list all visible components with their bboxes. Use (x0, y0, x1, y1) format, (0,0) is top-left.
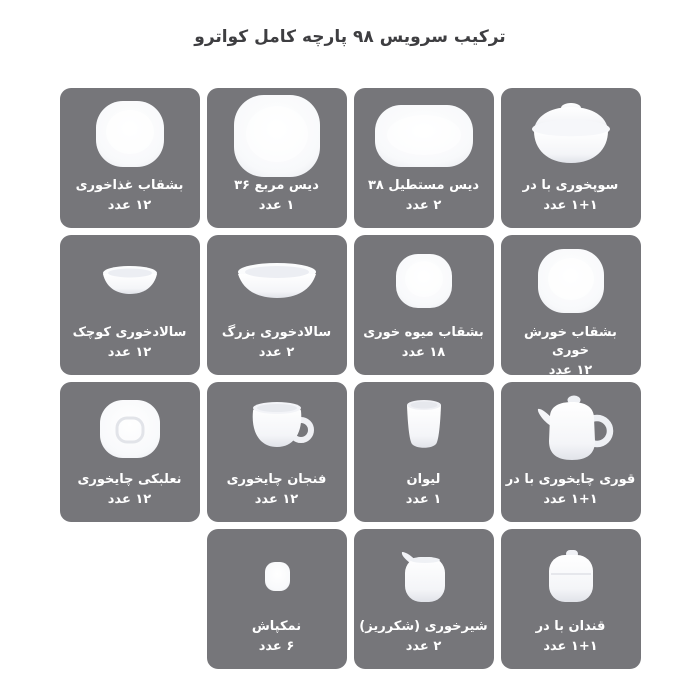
salt-shaker-icon (207, 536, 347, 618)
item-card-dinner-plate (60, 88, 200, 228)
teapot-icon (501, 389, 641, 471)
item-name: نعلبکی چایخوری (77, 472, 182, 487)
item-count: ۱+۱ عدد (543, 639, 598, 654)
item-card-teapot (501, 382, 641, 522)
soup-tureen-icon (501, 95, 641, 177)
item-card-small-salad-bowl (60, 235, 200, 375)
item-grid (60, 88, 641, 669)
item-name: دیس مربع ۳۶ (234, 178, 319, 193)
item-name: سالادخوری بزرگ (221, 325, 332, 340)
item-name: بشقاب میوه خوری (363, 325, 484, 340)
item-card-soup-tureen (501, 88, 641, 228)
item-name: فنجان چایخوری (226, 472, 327, 487)
item-card-fruit-plate (354, 235, 494, 375)
creamer-icon (354, 536, 494, 618)
item-name: سوپخوری با در (522, 178, 619, 193)
item-name: نمکپاش (251, 619, 302, 634)
item-name: سالادخوری کوچک (72, 325, 187, 340)
item-card-square-platter (207, 88, 347, 228)
tea-cup-icon (207, 389, 347, 471)
item-count: ۱۲ عدد (548, 363, 593, 375)
item-name: قندان با در (535, 619, 606, 634)
item-count: ۱+۱ عدد (543, 492, 598, 507)
item-count: ۱۲ عدد (107, 345, 152, 360)
item-count: ۲ عدد (258, 345, 295, 360)
item-card-creamer (354, 529, 494, 669)
dinner-plate-icon (60, 95, 200, 177)
large-salad-bowl-icon (207, 242, 347, 324)
rectangular-platter-icon (354, 95, 494, 177)
sugar-bowl-icon (501, 536, 641, 618)
item-count: ۱۲ عدد (107, 198, 152, 213)
item-card-tea-saucer (60, 382, 200, 522)
item-name: بشقاب غذاخوری (75, 178, 184, 193)
item-count: ۱ عدد (405, 492, 442, 507)
item-card-stew-plate (501, 235, 641, 375)
tea-saucer-icon (60, 389, 200, 471)
item-card-rectangular-platter (354, 88, 494, 228)
item-count: ۱۲ عدد (254, 492, 299, 507)
item-card-sugar-bowl (501, 529, 641, 669)
item-name: شیرخوری (شکرریز) (359, 619, 488, 634)
small-salad-bowl-icon (60, 242, 200, 324)
item-name: قوری چایخوری با در (505, 472, 636, 487)
stew-plate-icon (501, 242, 641, 324)
page-title: ترکیب سرویس ۹۸ پارچه کامل کواترو (194, 27, 506, 47)
item-count: ۱+۱ عدد (543, 198, 598, 213)
item-name: بشقاب خورش خوری (524, 325, 617, 358)
item-card-tea-cup (207, 382, 347, 522)
fruit-plate-icon (354, 242, 494, 324)
item-card-large-salad-bowl (207, 235, 347, 375)
square-platter-icon (207, 95, 347, 177)
item-count: ۱ عدد (258, 198, 295, 213)
item-count: ۱۲ عدد (107, 492, 152, 507)
item-count: ۲ عدد (405, 639, 442, 654)
item-name: لیوان (406, 472, 441, 487)
glass-icon (354, 389, 494, 471)
item-count: ۶ عدد (258, 639, 295, 654)
item-count: ۱۸ عدد (401, 345, 446, 360)
item-name: دیس مستطیل ۳۸ (367, 178, 479, 193)
item-card-glass (354, 382, 494, 522)
item-count: ۲ عدد (405, 198, 442, 213)
item-card-salt-shaker (207, 529, 347, 669)
